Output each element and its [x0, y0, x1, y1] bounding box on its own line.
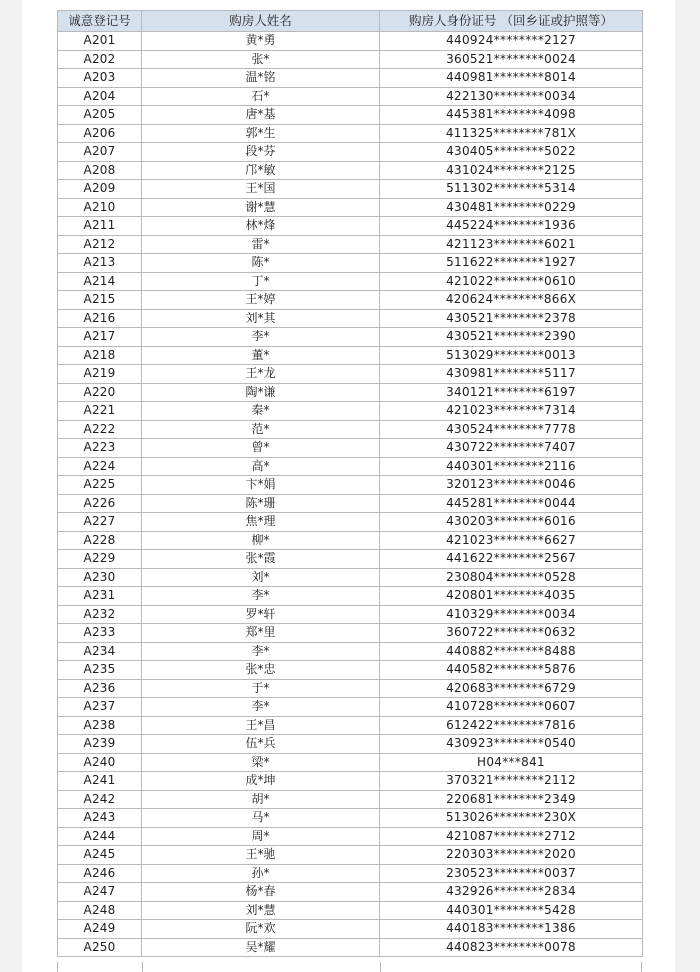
table-row — [58, 87, 643, 106]
buyer-id-cell: 432926********2834 — [380, 883, 643, 902]
table-row — [58, 624, 643, 643]
registration-no-cell: A236 — [58, 679, 142, 698]
table-row — [58, 161, 643, 180]
buyer-name-cell: 周* — [142, 827, 380, 846]
registration-no-cell: A239 — [58, 735, 142, 754]
registration-no-cell: A214 — [58, 272, 142, 291]
registration-no-cell: A250 — [58, 938, 142, 957]
registration-no-cell: A219 — [58, 365, 142, 384]
buyer-id-cell: 430203********6016 — [380, 513, 643, 532]
buyer-name-cell: 黄*勇 — [142, 32, 380, 51]
document-page — [22, 0, 675, 972]
buyer-id-cell: 441622********2567 — [380, 550, 643, 569]
registration-no-cell: A232 — [58, 605, 142, 624]
registration-no-cell: A245 — [58, 846, 142, 865]
registration-no-cell: A220 — [58, 383, 142, 402]
buyer-name-cell: 王*国 — [142, 180, 380, 199]
table-row — [58, 679, 643, 698]
buyer-id-cell: 513026********230X — [380, 809, 643, 828]
registration-no-cell: A244 — [58, 827, 142, 846]
buyer-id-cell: 440301********5428 — [380, 901, 643, 920]
buyer-name-cell: 李* — [142, 642, 380, 661]
buyer-name-cell: 唐*基 — [142, 106, 380, 125]
buyer-id-cell: 440582********5876 — [380, 661, 643, 680]
buyer-id-cell: 230523********0037 — [380, 864, 643, 883]
buyer-id-cell: 445381********4098 — [380, 106, 643, 125]
buyer-name-cell: 王*婷 — [142, 291, 380, 310]
buyer-name-cell: 石* — [142, 87, 380, 106]
registration-no-cell: A247 — [58, 883, 142, 902]
registration-no-cell: A234 — [58, 642, 142, 661]
registration-no-cell: A221 — [58, 402, 142, 421]
table-row — [58, 513, 643, 532]
buyer-name-cell: 曾* — [142, 439, 380, 458]
registration-no-cell: A208 — [58, 161, 142, 180]
buyer-name-cell: 胡* — [142, 790, 380, 809]
buyer-name-cell: 刘*其 — [142, 309, 380, 328]
table-row — [58, 735, 643, 754]
buyer-id-cell: 440924********2127 — [380, 32, 643, 51]
buyer-id-cell: H04***841 — [380, 753, 643, 772]
table-row — [58, 383, 643, 402]
registration-no-cell: A224 — [58, 457, 142, 476]
registration-no-cell: A217 — [58, 328, 142, 347]
table-row — [58, 439, 643, 458]
buyer-name-cell: 陈*珊 — [142, 494, 380, 513]
registration-no-cell: A213 — [58, 254, 142, 273]
buyer-id-cell: 422130********0034 — [380, 87, 643, 106]
table-row — [58, 217, 643, 236]
buyer-id-cell: 511622********1927 — [380, 254, 643, 273]
buyer-name-cell: 阮*欢 — [142, 920, 380, 939]
table-row — [58, 901, 643, 920]
registration-no-cell: A211 — [58, 217, 142, 236]
registration-no-cell: A225 — [58, 476, 142, 495]
buyer-id-cell: 612422********7816 — [380, 716, 643, 735]
table-row — [58, 642, 643, 661]
table-row — [58, 568, 643, 587]
buyer-name-cell: 王*昌 — [142, 716, 380, 735]
buyer-name-cell: 于* — [142, 679, 380, 698]
registration-no-cell: A202 — [58, 50, 142, 69]
registration-no-cell: A248 — [58, 901, 142, 920]
buyer-name-cell: 张*忠 — [142, 661, 380, 680]
buyer-id-cell: 430481********0229 — [380, 198, 643, 217]
registration-no-cell: A207 — [58, 143, 142, 162]
table-header-row — [58, 11, 643, 32]
table-row — [58, 827, 643, 846]
buyer-name-cell: 陈* — [142, 254, 380, 273]
table-row — [58, 753, 643, 772]
buyer-id-cell: 420801********4035 — [380, 587, 643, 606]
buyer-id-cell: 360521********0024 — [380, 50, 643, 69]
table-body — [58, 32, 643, 957]
registration-no-cell: A223 — [58, 439, 142, 458]
table-row — [58, 328, 643, 347]
buyer-name-cell: 焦*理 — [142, 513, 380, 532]
buyer-name-cell: 董* — [142, 346, 380, 365]
table-row — [58, 420, 643, 439]
buyer-id-cell: 430405********5022 — [380, 143, 643, 162]
registration-no-cell: A229 — [58, 550, 142, 569]
registration-no-cell: A203 — [58, 69, 142, 88]
buyer-id-cell: 420683********6729 — [380, 679, 643, 698]
buyer-id-cell: 440301********2116 — [380, 457, 643, 476]
registration-no-cell: A231 — [58, 587, 142, 606]
registration-no-cell: A209 — [58, 180, 142, 199]
registration-no-cell: A204 — [58, 87, 142, 106]
buyer-name-cell: 孙* — [142, 864, 380, 883]
registration-no-cell: A238 — [58, 716, 142, 735]
table-row — [58, 772, 643, 791]
table-row — [58, 198, 643, 217]
table-row — [58, 365, 643, 384]
table-row — [58, 291, 643, 310]
buyer-name-cell: 伍*兵 — [142, 735, 380, 754]
buyer-name-cell: 郑*里 — [142, 624, 380, 643]
buyer-id-cell: 430521********2390 — [380, 328, 643, 347]
buyer-id-cell: 421023********7314 — [380, 402, 643, 421]
table-row — [58, 920, 643, 939]
registration-table — [57, 10, 643, 957]
registration-no-cell: A205 — [58, 106, 142, 125]
buyer-name-cell: 杨*春 — [142, 883, 380, 902]
registration-no-cell: A210 — [58, 198, 142, 217]
table-row — [58, 809, 643, 828]
buyer-id-cell: 421023********6627 — [380, 531, 643, 550]
registration-no-cell: A240 — [58, 753, 142, 772]
buyer-id-cell: 430981********5117 — [380, 365, 643, 384]
buyer-id-cell: 511302********5314 — [380, 180, 643, 199]
registration-no-cell: A227 — [58, 513, 142, 532]
table-row — [58, 938, 643, 957]
buyer-id-cell: 411325********781X — [380, 124, 643, 143]
buyer-id-cell: 421022********0610 — [380, 272, 643, 291]
buyer-id-cell: 430524********7778 — [380, 420, 643, 439]
registration-no-cell: A235 — [58, 661, 142, 680]
buyer-name-cell: 温*铭 — [142, 69, 380, 88]
registration-no-cell: A212 — [58, 235, 142, 254]
buyer-id-cell: 320123********0046 — [380, 476, 643, 495]
registration-no-cell: A218 — [58, 346, 142, 365]
buyer-id-cell: 410728********0607 — [380, 698, 643, 717]
table-row — [58, 69, 643, 88]
buyer-name-cell: 张* — [142, 50, 380, 69]
buyer-name-cell: 柳* — [142, 531, 380, 550]
registration-no-cell: A230 — [58, 568, 142, 587]
buyer-name-cell: 丁* — [142, 272, 380, 291]
buyer-name-cell: 刘* — [142, 568, 380, 587]
registration-no-cell: A226 — [58, 494, 142, 513]
table-row — [58, 883, 643, 902]
buyer-name-cell: 李* — [142, 328, 380, 347]
registration-no-cell: A201 — [58, 32, 142, 51]
table-row — [58, 106, 643, 125]
buyer-id-cell: 230804********0528 — [380, 568, 643, 587]
buyer-name-cell: 高* — [142, 457, 380, 476]
buyer-id-cell: 220681********2349 — [380, 790, 643, 809]
registration-no-cell: A228 — [58, 531, 142, 550]
table-row — [58, 864, 643, 883]
table-row — [58, 346, 643, 365]
buyer-id-cell: 440823********0078 — [380, 938, 643, 957]
header-buyer-id: 购房人身份证号 （回乡证或护照等） — [380, 11, 643, 32]
buyer-name-cell: 马* — [142, 809, 380, 828]
buyer-id-cell: 420624********866X — [380, 291, 643, 310]
buyer-id-cell: 513029********0013 — [380, 346, 643, 365]
buyer-name-cell: 吴*耀 — [142, 938, 380, 957]
buyer-id-cell: 445224********1936 — [380, 217, 643, 236]
table-row — [58, 550, 643, 569]
table-row — [58, 587, 643, 606]
buyer-name-cell: 王*龙 — [142, 365, 380, 384]
table-row — [58, 661, 643, 680]
header-registration-no: 诚意登记号 — [58, 11, 142, 32]
buyer-name-cell: 张*霞 — [142, 550, 380, 569]
buyer-id-cell: 445281********0044 — [380, 494, 643, 513]
buyer-id-cell: 440981********8014 — [380, 69, 643, 88]
buyer-name-cell: 邝*敏 — [142, 161, 380, 180]
table-row — [58, 309, 643, 328]
buyer-id-cell: 431024********2125 — [380, 161, 643, 180]
buyer-name-cell: 梁* — [142, 753, 380, 772]
table-row — [58, 402, 643, 421]
registration-no-cell: A246 — [58, 864, 142, 883]
table-row — [58, 50, 643, 69]
buyer-name-cell: 雷* — [142, 235, 380, 254]
registration-no-cell: A242 — [58, 790, 142, 809]
buyer-name-cell: 罗*轩 — [142, 605, 380, 624]
registration-no-cell: A222 — [58, 420, 142, 439]
buyer-name-cell: 段*芬 — [142, 143, 380, 162]
table-row — [58, 143, 643, 162]
buyer-id-cell: 430722********7407 — [380, 439, 643, 458]
table-continuation — [57, 962, 642, 972]
buyer-name-cell: 林*烽 — [142, 217, 380, 236]
table-row — [58, 457, 643, 476]
registration-no-cell: A249 — [58, 920, 142, 939]
table-row — [58, 180, 643, 199]
buyer-name-cell: 李* — [142, 587, 380, 606]
table-row — [58, 790, 643, 809]
buyer-name-cell: 刘*慧 — [142, 901, 380, 920]
table-row — [58, 531, 643, 550]
buyer-name-cell: 成*坤 — [142, 772, 380, 791]
buyer-id-cell: 430923********0540 — [380, 735, 643, 754]
buyer-id-cell: 370321********2112 — [380, 772, 643, 791]
registration-no-cell: A215 — [58, 291, 142, 310]
buyer-id-cell: 440882********8488 — [380, 642, 643, 661]
buyer-id-cell: 421123********6021 — [380, 235, 643, 254]
buyer-name-cell: 陶*谦 — [142, 383, 380, 402]
buyer-name-cell: 李* — [142, 698, 380, 717]
table-row — [58, 254, 643, 273]
buyer-name-cell: 卞*娟 — [142, 476, 380, 495]
registration-no-cell: A241 — [58, 772, 142, 791]
buyer-name-cell: 郭*生 — [142, 124, 380, 143]
table-row — [58, 124, 643, 143]
registration-no-cell: A206 — [58, 124, 142, 143]
header-buyer-name: 购房人姓名 — [142, 11, 380, 32]
table-row — [58, 494, 643, 513]
buyer-id-cell: 410329********0034 — [380, 605, 643, 624]
registration-no-cell: A243 — [58, 809, 142, 828]
table-row — [58, 698, 643, 717]
table-row — [58, 32, 643, 51]
table-row — [58, 716, 643, 735]
buyer-name-cell: 秦* — [142, 402, 380, 421]
buyer-name-cell: 范* — [142, 420, 380, 439]
buyer-id-cell: 421087********2712 — [380, 827, 643, 846]
registration-no-cell: A216 — [58, 309, 142, 328]
buyer-id-cell: 430521********2378 — [380, 309, 643, 328]
registration-no-cell: A233 — [58, 624, 142, 643]
buyer-id-cell: 220303********2020 — [380, 846, 643, 865]
table-row — [58, 476, 643, 495]
table-row — [58, 235, 643, 254]
buyer-name-cell: 王*驰 — [142, 846, 380, 865]
buyer-id-cell: 360722********0632 — [380, 624, 643, 643]
table-row — [58, 272, 643, 291]
buyer-id-cell: 340121********6197 — [380, 383, 643, 402]
buyer-name-cell: 谢*慧 — [142, 198, 380, 217]
table-row — [58, 846, 643, 865]
table-row — [58, 605, 643, 624]
registration-no-cell: A237 — [58, 698, 142, 717]
buyer-id-cell: 440183********1386 — [380, 920, 643, 939]
